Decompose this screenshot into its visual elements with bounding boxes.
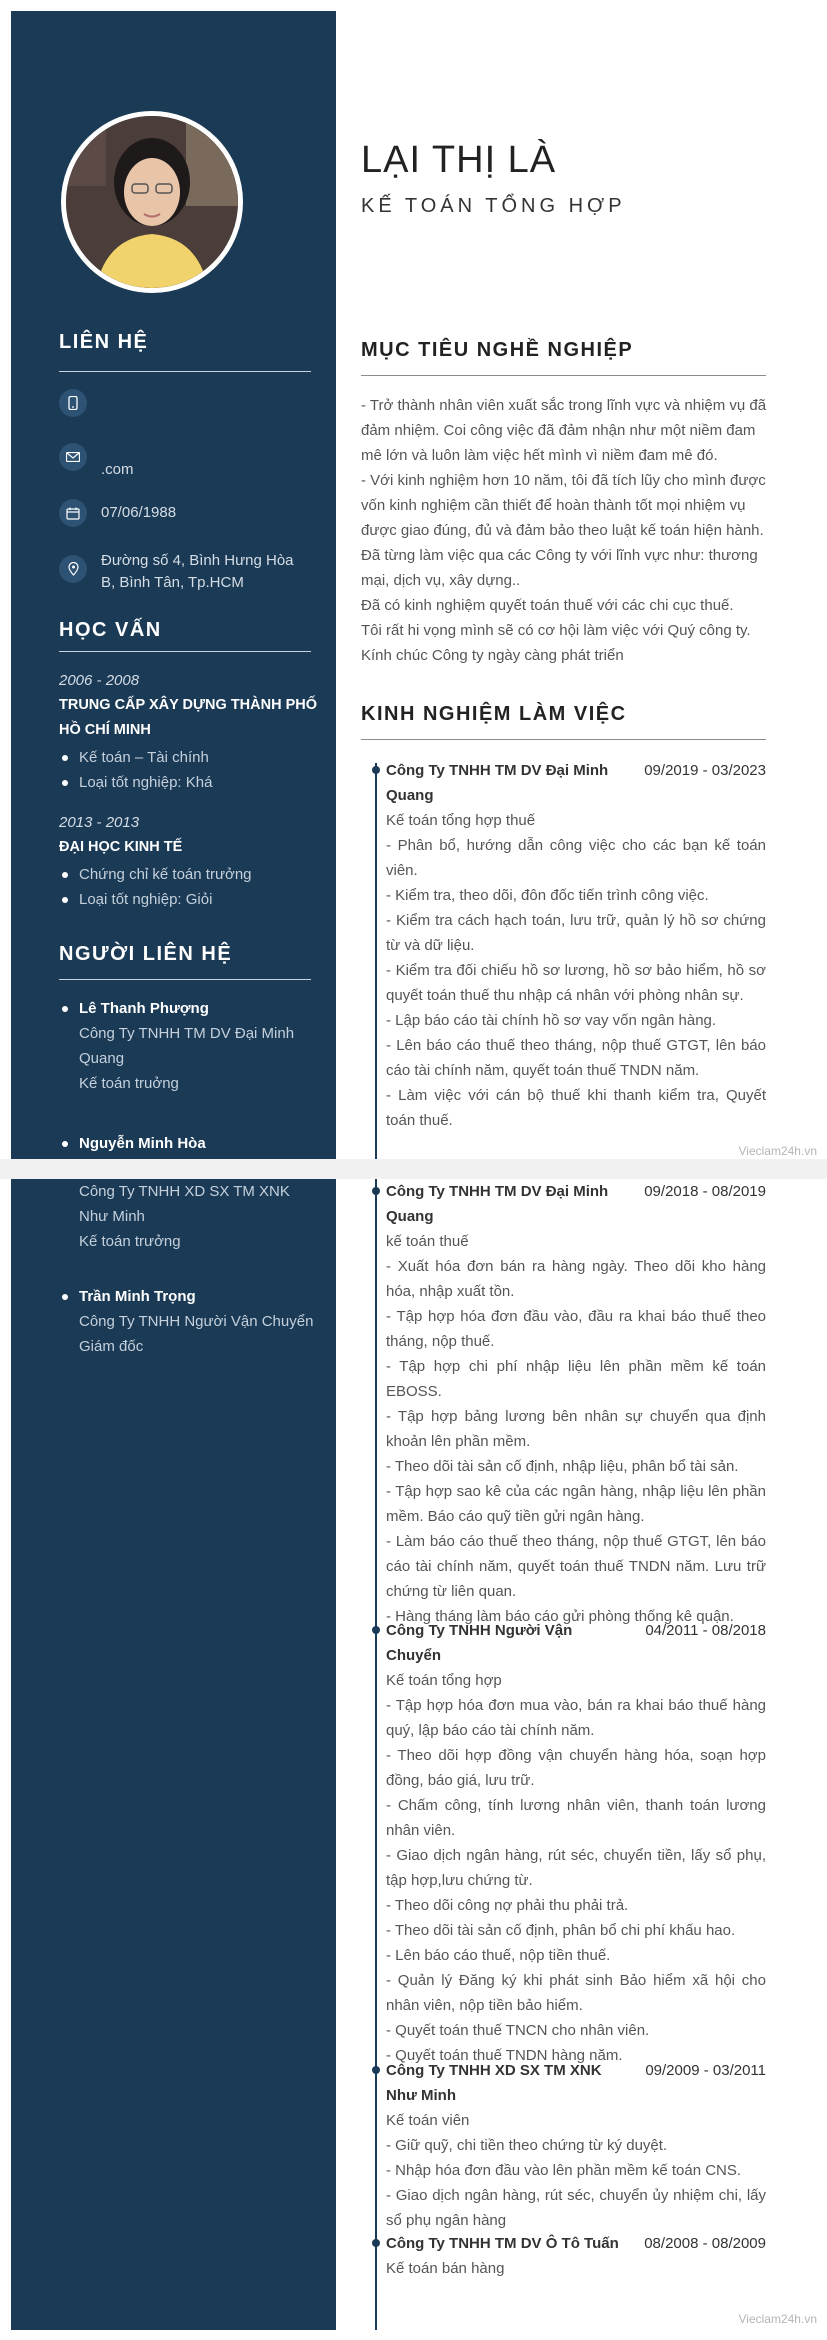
job-company: Công Ty TNHH TM DV Đại Minh Quang bbox=[386, 762, 609, 804]
job-task: - Xuất hóa đơn bán ra hàng ngày. Theo dõi kho hàng hóa, nhập xuất tồn. bbox=[386, 1258, 766, 1300]
job-role: Kế toán viên bbox=[386, 2112, 470, 2129]
objective-line: - Trở thành nhân viên xuất sắc trong lĩnh vực và nhiệm vụ đã đảm nhiệm. Coi công việc đã đảm nhận như một niềm đam mê lớn và luôn làm việc hết mình vì niềm đam mê đó. bbox=[361, 397, 767, 464]
contact-email bbox=[59, 443, 319, 481]
job-date: 09/2009 - 03/2011 bbox=[645, 2062, 766, 2079]
location-pin-icon bbox=[59, 555, 87, 583]
contact-birthday bbox=[59, 499, 319, 527]
job-task: - Nhập hóa đơn đầu vào lên phần mềm kế toán CNS. bbox=[386, 2162, 742, 2179]
candidate-job-title: KẾ TOÁN TỔNG HỢP bbox=[361, 195, 626, 217]
job-task: - Tập hợp chi phí nhập liệu lên phần mềm kế toán EBOSS. bbox=[386, 1358, 766, 1400]
job-task: - Kiểm tra đối chiếu hồ sơ lương, hồ sơ bảo hiểm, hồ sơ quyết toán thuế thu nhập cá nhân với phòng nhân sự. bbox=[386, 962, 766, 1004]
address-text: Đường số 4, Bình Hưng Hòa B, Bình Tân, Tp.HCM bbox=[101, 552, 294, 591]
reference-item-1 bbox=[59, 996, 319, 1096]
reference-position: Kế toán truởng bbox=[79, 1075, 179, 1092]
contact-phone bbox=[59, 389, 319, 417]
references-divider bbox=[59, 979, 311, 980]
education-school: ĐẠI HỌC KINH TẾ bbox=[59, 839, 183, 855]
cv-page-1 bbox=[11, 11, 827, 1159]
job-item-3 bbox=[361, 1618, 766, 2068]
job-task: - Quyết toán thuế TNCN cho nhân viên. bbox=[386, 2022, 650, 2039]
education-detail: Chứng chỉ kế toán trưởng bbox=[59, 862, 319, 887]
education-detail: Kế toán – Tài chính bbox=[59, 745, 319, 770]
contact-divider bbox=[59, 371, 311, 372]
cv-page-2 bbox=[11, 1179, 827, 2330]
watermark: Vieclam24h.vn bbox=[738, 2312, 817, 2326]
job-task: - Chấm công, tính lương nhân viên, thanh toán lương nhân viên. bbox=[386, 1797, 766, 1839]
education-time: 2013 - 2013 bbox=[59, 814, 140, 831]
job-company: Công Ty TNHH Người Vận Chuyển bbox=[386, 1622, 573, 1664]
reference-item-2-name bbox=[59, 1131, 319, 1156]
profile-photo bbox=[66, 116, 238, 288]
reference-name: Lê Thanh Phượng bbox=[59, 996, 319, 1021]
education-details bbox=[59, 745, 319, 795]
main-content-continued bbox=[336, 1179, 827, 2330]
main-content bbox=[336, 11, 827, 1159]
job-role: Kế toán tổng hợp thuế bbox=[386, 812, 536, 829]
reference-company: Công Ty TNHH XD SX TM XNK Như Minh bbox=[79, 1183, 290, 1225]
education-detail: Loại tốt nghiệp: Giỏi bbox=[59, 887, 319, 912]
job-item-4 bbox=[361, 2058, 766, 2233]
reference-company: Công Ty TNHH TM DV Đại Minh Quang bbox=[79, 1025, 295, 1067]
watermark: Vieclam24h.vn bbox=[738, 1144, 817, 1158]
objective-heading: MỤC TIÊU NGHỀ NGHIỆP bbox=[361, 339, 634, 361]
job-task: - Theo dõi tài sản cố định, phân bổ chi phí khấu hao. bbox=[386, 1922, 736, 1939]
objective-divider bbox=[361, 375, 766, 376]
education-item-2 bbox=[59, 811, 319, 912]
reference-name: Trần Minh Trọng bbox=[59, 1284, 319, 1309]
education-details bbox=[59, 862, 319, 912]
job-task: - Quản lý Đăng ký khi phát sinh Bảo hiểm xã hội cho nhân viên, nộp tiền bảo hiểm. bbox=[386, 1972, 766, 2014]
email-icon bbox=[59, 443, 87, 471]
objective-line: Đã từng làm việc qua các Công ty với lĩnh vực như: thương mại, dịch vụ, xây dựng.. bbox=[361, 547, 758, 589]
job-date: 09/2018 - 08/2019 bbox=[644, 1183, 766, 1200]
experience-heading: KINH NGHIỆM LÀM VIỆC bbox=[361, 703, 627, 725]
timeline-dot bbox=[372, 2239, 380, 2247]
job-task: - Làm báo cáo thuế theo tháng, nộp thuế GTGT, lên báo cáo tài chính năm, quyết toán thuế TNDN năm. Lưu trữ chứng từ liên quan. bbox=[386, 1533, 766, 1600]
references-heading: NGƯỜI LIÊN HỆ bbox=[59, 943, 233, 965]
job-task: - Phân bổ, hướng dẫn công việc cho các bạn kế toán viên. bbox=[386, 837, 766, 879]
job-task: - Hàng tháng làm báo cáo gửi phòng thống kê quận. bbox=[386, 1608, 734, 1625]
reference-item-3 bbox=[59, 1284, 319, 1359]
job-item-5 bbox=[361, 2231, 766, 2281]
candidate-name: LẠI THỊ LÀ bbox=[361, 139, 557, 181]
job-task: - Giao dịch ngân hàng, rút séc, chuyển ủy nhiệm chi, lấy sổ phụ ngân hàng bbox=[386, 2187, 766, 2229]
job-company: Công Ty TNHH TM DV Ô Tô Tuấn bbox=[386, 2235, 619, 2252]
email-text[interactable]: .com bbox=[101, 461, 134, 478]
job-task: - Lên báo cáo thuế theo tháng, nộp thuế GTGT, lên báo cáo tài chính năm, quyết toán thuế TNDN năm. bbox=[386, 1037, 766, 1079]
job-task: - Kiểm tra, theo dõi, đôn đốc tiến trình công việc. bbox=[386, 887, 709, 904]
job-item-2 bbox=[361, 1179, 766, 1629]
education-item-1 bbox=[59, 669, 319, 795]
timeline-dot bbox=[372, 1626, 380, 1634]
job-task: - Theo dõi công nợ phải thu phải trả. bbox=[386, 1897, 629, 1914]
reference-company: Công Ty TNHH Người Vận Chuyển bbox=[79, 1313, 314, 1330]
job-date: 04/2011 - 08/2018 bbox=[645, 1622, 766, 1639]
job-role: kế toán thuế bbox=[386, 1233, 469, 1250]
job-task: - Quyết toán thuế TNDN hàng năm. bbox=[386, 2047, 623, 2064]
job-task: - Lập báo cáo tài chính hồ sơ vay vốn ngân hàng. bbox=[386, 1012, 717, 1029]
education-time: 2006 - 2008 bbox=[59, 672, 140, 689]
education-school: TRUNG CẤP XÂY DỰNG THÀNH PHỐ HỒ CHÍ MINH bbox=[59, 697, 318, 738]
job-task: - Tập hợp sao kê của các ngân hàng, nhập liệu lên phần mềm. Báo cáo quỹ tiền gửi ngân hàng. bbox=[386, 1483, 766, 1525]
reference-position: Giám đốc bbox=[79, 1338, 144, 1355]
calendar-icon bbox=[59, 499, 87, 527]
job-date: 09/2019 - 03/2023 bbox=[644, 762, 766, 779]
timeline-dot bbox=[372, 766, 380, 774]
job-task: - Làm việc với cán bộ thuế khi thanh kiểm tra, Quyết toán thuế. bbox=[386, 1087, 766, 1129]
job-date: 08/2008 - 08/2009 bbox=[644, 2235, 766, 2252]
job-task: - Tập hợp bảng lương bên nhân sự chuyển qua định khoản lên phần mềm. bbox=[386, 1408, 766, 1450]
job-role: Kế toán bán hàng bbox=[386, 2260, 505, 2277]
birthday-text: 07/06/1988 bbox=[101, 504, 177, 521]
sidebar-continued bbox=[11, 1179, 336, 2330]
education-heading: HỌC VẤN bbox=[59, 619, 162, 641]
avatar bbox=[61, 111, 243, 293]
job-task: - Tập hợp hóa đơn mua vào, bán ra khai báo thuế hàng quý, lập báo cáo tài chính năm. bbox=[386, 1697, 766, 1739]
education-detail: Loại tốt nghiệp: Khá bbox=[59, 770, 319, 795]
job-task: - Giữ quỹ, chi tiền theo chứng từ ký duyệt. bbox=[386, 2137, 668, 2154]
job-company: Công Ty TNHH TM DV Đại Minh Quang bbox=[386, 1183, 609, 1225]
reference-position: Kế toán trưởng bbox=[79, 1233, 181, 1250]
contact-address bbox=[59, 547, 319, 594]
experience-divider bbox=[361, 739, 766, 740]
job-company: Công Ty TNHH XD SX TM XNK Như Minh bbox=[386, 2062, 602, 2104]
objective-text bbox=[361, 393, 771, 668]
job-task: - Lên báo cáo thuế, nộp tiền thuế. bbox=[386, 1947, 611, 1964]
education-divider bbox=[59, 651, 311, 652]
job-task: - Theo dõi tài sản cố định, nhập liệu, phân bổ tài sản. bbox=[386, 1458, 739, 1475]
timeline-dot bbox=[372, 2066, 380, 2074]
objective-line: Kính chúc Công ty ngày càng phát triển bbox=[361, 647, 624, 664]
objective-line: Tôi rất hi vọng mình sẽ có cơ hội làm việc với Quý công ty. bbox=[361, 622, 751, 639]
job-task: - Tập hợp hóa đơn đầu vào, đầu ra khai báo thuế theo tháng, nộp thuế. bbox=[386, 1308, 766, 1350]
reference-item-2-details bbox=[59, 1179, 319, 1254]
objective-line: - Với kinh nghiệm hơn 10 năm, tôi đã tích lũy cho mình được vốn kinh nghiệm cần thiết để hoàn thành tốt mọi nhiệm vụ được giao đúng, đủ và đảm bảo theo luật kế toán hiện hành. bbox=[361, 472, 766, 539]
timeline-dot bbox=[372, 1187, 380, 1195]
objective-line: Đã có kinh nghiệm quyết toán thuế với các chi cục thuế. bbox=[361, 597, 734, 614]
job-task: - Giao dịch ngân hàng, rút séc, chuyển tiền, lấy sổ phụ, tập hợp,lưu chứng từ. bbox=[386, 1847, 766, 1889]
phone-icon bbox=[59, 389, 87, 417]
job-task: - Theo dõi hợp đồng vận chuyển hàng hóa, soạn hợp đồng, báo giá, lưu trữ. bbox=[386, 1747, 766, 1789]
job-task: - Kiểm tra cách hạch toán, lưu trữ, quản lý hồ sơ chứng từ và dữ liệu. bbox=[386, 912, 766, 954]
job-role: Kế toán tổng hợp bbox=[386, 1672, 502, 1689]
job-item-1 bbox=[361, 758, 766, 1133]
contact-heading: LIÊN HỆ bbox=[59, 331, 149, 353]
sidebar bbox=[11, 11, 336, 1159]
reference-name: Nguyễn Minh Hòa bbox=[59, 1131, 319, 1156]
page-break bbox=[0, 1159, 827, 1179]
